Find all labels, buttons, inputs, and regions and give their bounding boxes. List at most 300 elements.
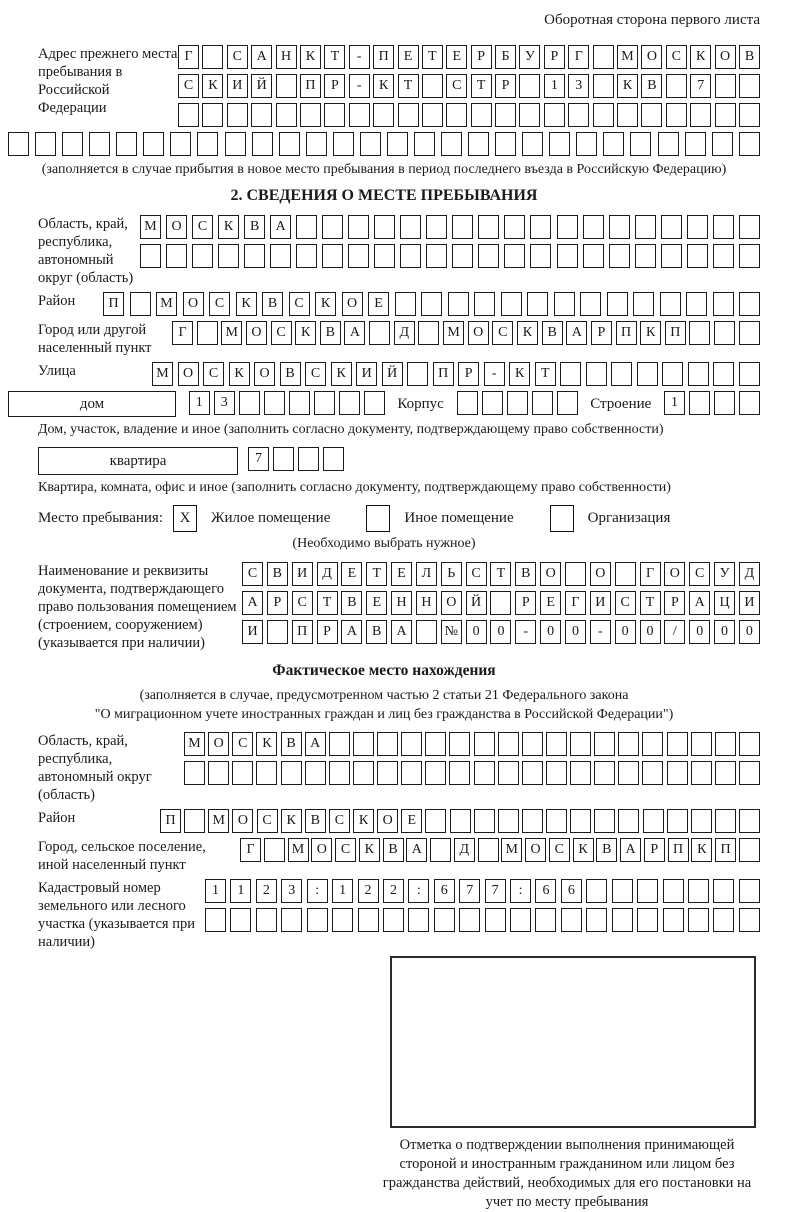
char-cell[interactable] (281, 908, 302, 932)
char-cell[interactable]: Й (382, 362, 403, 386)
char-cell[interactable] (607, 292, 628, 316)
char-cell[interactable] (642, 761, 663, 785)
char-cell[interactable]: У (714, 562, 735, 586)
char-cell[interactable] (474, 292, 495, 316)
char-cell[interactable] (421, 292, 442, 316)
char-cell[interactable]: К (509, 362, 530, 386)
char-cell[interactable]: 0 (540, 620, 561, 644)
char-cell[interactable] (685, 132, 706, 156)
char-cell[interactable]: М (184, 732, 205, 756)
char-cell[interactable] (504, 215, 525, 239)
char-cell[interactable]: О (641, 45, 662, 69)
char-cell[interactable] (116, 132, 137, 156)
char-cell[interactable]: К (617, 74, 638, 98)
char-cell[interactable]: Д (317, 562, 338, 586)
char-cell[interactable] (348, 244, 369, 268)
char-cell[interactable] (498, 809, 519, 833)
char-cell[interactable]: В (596, 838, 617, 862)
char-cell[interactable]: 0 (466, 620, 487, 644)
char-cell[interactable]: Б (495, 45, 516, 69)
char-cell[interactable] (395, 292, 416, 316)
char-cell[interactable] (279, 132, 300, 156)
char-cell[interactable] (557, 391, 578, 415)
char-cell[interactable] (468, 132, 489, 156)
char-cell[interactable]: 7 (459, 879, 480, 903)
char-cell[interactable] (8, 132, 29, 156)
char-cell[interactable] (478, 838, 499, 862)
char-cell[interactable] (739, 838, 760, 862)
char-cell[interactable] (62, 132, 83, 156)
char-cell[interactable] (434, 908, 455, 932)
char-cell[interactable]: К (640, 321, 661, 345)
char-cell[interactable] (557, 215, 578, 239)
char-cell[interactable]: И (227, 74, 248, 98)
char-cell[interactable]: К (690, 45, 711, 69)
char-cell[interactable]: С (257, 809, 278, 833)
char-cell[interactable]: С (292, 591, 313, 615)
char-cell[interactable] (425, 761, 446, 785)
char-cell[interactable]: 3 (281, 879, 302, 903)
char-cell[interactable] (715, 732, 736, 756)
char-cell[interactable]: С (178, 74, 199, 98)
char-cell[interactable] (666, 103, 687, 127)
char-cell[interactable] (583, 244, 604, 268)
char-cell[interactable]: 2 (358, 879, 379, 903)
char-cell[interactable] (557, 244, 578, 268)
char-cell[interactable] (713, 362, 734, 386)
char-cell[interactable] (256, 908, 277, 932)
char-cell[interactable]: А (341, 620, 362, 644)
char-cell[interactable] (612, 908, 633, 932)
char-cell[interactable]: Т (535, 362, 556, 386)
char-cell[interactable] (495, 103, 516, 127)
char-cell[interactable] (197, 132, 218, 156)
char-cell[interactable] (426, 244, 447, 268)
char-cell[interactable] (239, 391, 260, 415)
char-cell[interactable]: В (244, 215, 265, 239)
char-cell[interactable] (666, 74, 687, 98)
checkbox-residential[interactable]: X (173, 505, 197, 532)
char-cell[interactable] (414, 132, 435, 156)
char-cell[interactable] (586, 879, 607, 903)
char-cell[interactable] (522, 761, 543, 785)
char-cell[interactable] (474, 761, 495, 785)
char-cell[interactable] (691, 732, 712, 756)
char-cell[interactable]: - (349, 74, 370, 98)
char-cell[interactable] (441, 132, 462, 156)
char-cell[interactable]: К (517, 321, 538, 345)
char-cell[interactable] (658, 132, 679, 156)
char-cell[interactable] (691, 761, 712, 785)
char-cell[interactable]: Г (172, 321, 193, 345)
char-cell[interactable]: Т (471, 74, 492, 98)
char-cell[interactable]: О (183, 292, 204, 316)
char-cell[interactable] (387, 132, 408, 156)
char-cell[interactable]: К (691, 838, 712, 862)
char-cell[interactable]: : (408, 879, 429, 903)
char-cell[interactable]: Р (644, 838, 665, 862)
char-cell[interactable]: Г (240, 838, 261, 862)
char-cell[interactable]: Т (324, 45, 345, 69)
char-cell[interactable] (739, 732, 760, 756)
char-cell[interactable] (593, 45, 614, 69)
char-cell[interactable]: 2 (256, 879, 277, 903)
char-cell[interactable] (739, 879, 760, 903)
char-cell[interactable] (687, 244, 708, 268)
char-cell[interactable] (422, 74, 443, 98)
char-cell[interactable] (418, 321, 439, 345)
char-cell[interactable]: 1 (189, 391, 210, 415)
char-cell[interactable] (501, 292, 522, 316)
char-cell[interactable]: А (344, 321, 365, 345)
char-cell[interactable]: К (373, 74, 394, 98)
char-cell[interactable] (689, 321, 710, 345)
char-cell[interactable]: № (441, 620, 462, 644)
char-cell[interactable] (324, 103, 345, 127)
char-cell[interactable] (495, 132, 516, 156)
char-cell[interactable]: - (484, 362, 505, 386)
char-cell[interactable] (264, 838, 285, 862)
char-cell[interactable] (519, 103, 540, 127)
char-cell[interactable]: К (315, 292, 336, 316)
char-cell[interactable] (633, 292, 654, 316)
char-cell[interactable]: В (383, 838, 404, 862)
char-cell[interactable]: С (335, 838, 356, 862)
char-cell[interactable]: А (566, 321, 587, 345)
char-cell[interactable] (593, 103, 614, 127)
char-cell[interactable] (143, 132, 164, 156)
char-cell[interactable]: П (665, 321, 686, 345)
char-cell[interactable]: Т (640, 591, 661, 615)
char-cell[interactable]: К (573, 838, 594, 862)
char-cell[interactable] (715, 103, 736, 127)
char-cell[interactable]: В (739, 45, 760, 69)
char-cell[interactable]: П (433, 362, 454, 386)
char-cell[interactable]: Д (394, 321, 415, 345)
char-cell[interactable]: В (305, 809, 326, 833)
char-cell[interactable] (264, 391, 285, 415)
char-cell[interactable] (446, 103, 467, 127)
char-cell[interactable] (449, 732, 470, 756)
char-cell[interactable] (618, 732, 639, 756)
char-cell[interactable]: 7 (485, 879, 506, 903)
char-cell[interactable]: Т (317, 591, 338, 615)
char-cell[interactable]: Е (540, 591, 561, 615)
char-cell[interactable]: К (353, 809, 374, 833)
char-cell[interactable]: А (270, 215, 291, 239)
char-cell[interactable]: - (590, 620, 611, 644)
char-cell[interactable]: 1 (205, 879, 226, 903)
char-cell[interactable] (739, 215, 760, 239)
char-cell[interactable] (369, 321, 390, 345)
char-cell[interactable]: В (341, 591, 362, 615)
char-cell[interactable] (522, 809, 543, 833)
char-cell[interactable]: Е (341, 562, 362, 586)
char-cell[interactable]: П (292, 620, 313, 644)
char-cell[interactable] (314, 391, 335, 415)
char-cell[interactable]: 0 (640, 620, 661, 644)
char-cell[interactable] (178, 103, 199, 127)
char-cell[interactable] (593, 74, 614, 98)
char-cell[interactable] (637, 908, 658, 932)
char-cell[interactable]: 3 (214, 391, 235, 415)
char-cell[interactable]: К (256, 732, 277, 756)
char-cell[interactable] (457, 391, 478, 415)
char-cell[interactable]: Г (568, 45, 589, 69)
char-cell[interactable] (630, 132, 651, 156)
char-cell[interactable]: 0 (615, 620, 636, 644)
char-cell[interactable] (642, 732, 663, 756)
char-cell[interactable]: 3 (568, 74, 589, 98)
char-cell[interactable]: В (515, 562, 536, 586)
char-cell[interactable] (560, 362, 581, 386)
char-cell[interactable]: Л (416, 562, 437, 586)
char-cell[interactable] (205, 908, 226, 932)
char-cell[interactable] (532, 391, 553, 415)
char-cell[interactable] (323, 447, 344, 471)
char-cell[interactable] (713, 292, 734, 316)
char-cell[interactable]: Р (317, 620, 338, 644)
char-cell[interactable]: О (232, 809, 253, 833)
char-cell[interactable]: О (715, 45, 736, 69)
char-cell[interactable] (667, 761, 688, 785)
char-cell[interactable] (430, 838, 451, 862)
char-cell[interactable]: 0 (739, 620, 760, 644)
char-cell[interactable] (618, 809, 639, 833)
char-cell[interactable]: Т (422, 45, 443, 69)
char-cell[interactable] (422, 103, 443, 127)
char-cell[interactable]: Р (471, 45, 492, 69)
char-cell[interactable] (570, 761, 591, 785)
char-cell[interactable] (474, 732, 495, 756)
char-cell[interactable]: О (468, 321, 489, 345)
char-cell[interactable]: О (377, 809, 398, 833)
char-cell[interactable] (400, 244, 421, 268)
char-cell[interactable] (322, 215, 343, 239)
char-cell[interactable] (546, 761, 567, 785)
char-cell[interactable]: Н (416, 591, 437, 615)
char-cell[interactable] (300, 103, 321, 127)
checkbox-other-premises[interactable] (366, 505, 390, 532)
char-cell[interactable]: О (441, 591, 462, 615)
char-cell[interactable] (298, 447, 319, 471)
char-cell[interactable] (407, 362, 428, 386)
char-cell[interactable] (498, 761, 519, 785)
char-cell[interactable] (339, 391, 360, 415)
char-cell[interactable] (568, 103, 589, 127)
char-cell[interactable] (713, 215, 734, 239)
char-cell[interactable]: В (320, 321, 341, 345)
char-cell[interactable] (252, 132, 273, 156)
char-cell[interactable] (530, 215, 551, 239)
char-cell[interactable]: П (373, 45, 394, 69)
char-cell[interactable] (586, 908, 607, 932)
char-cell[interactable] (661, 215, 682, 239)
char-cell[interactable]: Ц (714, 591, 735, 615)
char-cell[interactable]: И (590, 591, 611, 615)
char-cell[interactable]: С (271, 321, 292, 345)
char-cell[interactable] (490, 591, 511, 615)
char-cell[interactable] (353, 761, 374, 785)
char-cell[interactable] (225, 132, 246, 156)
char-cell[interactable]: 1 (332, 879, 353, 903)
char-cell[interactable]: 2 (383, 879, 404, 903)
char-cell[interactable] (576, 132, 597, 156)
char-cell[interactable] (296, 215, 317, 239)
char-cell[interactable]: В (366, 620, 387, 644)
char-cell[interactable] (452, 244, 473, 268)
char-cell[interactable]: С (209, 292, 230, 316)
char-cell[interactable] (471, 103, 492, 127)
char-cell[interactable] (637, 362, 658, 386)
char-cell[interactable] (202, 45, 223, 69)
char-cell[interactable]: А (305, 732, 326, 756)
char-cell[interactable] (535, 908, 556, 932)
char-cell[interactable]: Г (178, 45, 199, 69)
char-cell[interactable] (549, 132, 570, 156)
char-cell[interactable] (688, 908, 709, 932)
char-cell[interactable]: 7 (690, 74, 711, 98)
char-cell[interactable]: Р (495, 74, 516, 98)
char-cell[interactable] (89, 132, 110, 156)
char-cell[interactable]: М (140, 215, 161, 239)
char-cell[interactable] (739, 103, 760, 127)
char-cell[interactable]: О (246, 321, 267, 345)
char-cell[interactable] (688, 362, 709, 386)
char-cell[interactable] (377, 732, 398, 756)
char-cell[interactable] (586, 362, 607, 386)
char-cell[interactable]: П (668, 838, 689, 862)
char-cell[interactable] (714, 321, 735, 345)
char-cell[interactable]: Й (251, 74, 272, 98)
char-cell[interactable]: С (466, 562, 487, 586)
char-cell[interactable] (667, 732, 688, 756)
char-cell[interactable] (544, 103, 565, 127)
house-field-box[interactable]: дом (8, 391, 176, 417)
char-cell[interactable] (739, 292, 760, 316)
char-cell[interactable]: С (446, 74, 467, 98)
char-cell[interactable]: С (492, 321, 513, 345)
char-cell[interactable] (583, 215, 604, 239)
char-cell[interactable]: - (349, 45, 370, 69)
char-cell[interactable]: Й (466, 591, 487, 615)
char-cell[interactable] (306, 132, 327, 156)
char-cell[interactable]: Д (739, 562, 760, 586)
char-cell[interactable]: Т (366, 562, 387, 586)
char-cell[interactable]: / (664, 620, 685, 644)
apartment-field-box[interactable]: квартира (38, 447, 238, 475)
char-cell[interactable]: В (641, 74, 662, 98)
char-cell[interactable] (35, 132, 56, 156)
char-cell[interactable]: О (178, 362, 199, 386)
char-cell[interactable]: Д (454, 838, 475, 862)
char-cell[interactable] (713, 879, 734, 903)
char-cell[interactable]: Е (368, 292, 389, 316)
char-cell[interactable]: И (242, 620, 263, 644)
char-cell[interactable] (603, 132, 624, 156)
char-cell[interactable]: Р (591, 321, 612, 345)
char-cell[interactable]: 6 (434, 879, 455, 903)
char-cell[interactable]: Р (664, 591, 685, 615)
char-cell[interactable]: Е (446, 45, 467, 69)
char-cell[interactable]: П (300, 74, 321, 98)
char-cell[interactable]: М (152, 362, 173, 386)
char-cell[interactable] (478, 244, 499, 268)
char-cell[interactable] (364, 391, 385, 415)
char-cell[interactable]: С (305, 362, 326, 386)
char-cell[interactable] (522, 132, 543, 156)
char-cell[interactable]: Р (267, 591, 288, 615)
checkbox-organization[interactable] (550, 505, 574, 532)
char-cell[interactable]: М (617, 45, 638, 69)
char-cell[interactable]: В (281, 732, 302, 756)
char-cell[interactable] (498, 732, 519, 756)
char-cell[interactable] (615, 562, 636, 586)
char-cell[interactable] (449, 761, 470, 785)
char-cell[interactable] (251, 103, 272, 127)
char-cell[interactable] (329, 732, 350, 756)
char-cell[interactable] (140, 244, 161, 268)
char-cell[interactable]: Р (324, 74, 345, 98)
char-cell[interactable] (485, 908, 506, 932)
char-cell[interactable]: Г (565, 591, 586, 615)
char-cell[interactable]: М (208, 809, 229, 833)
char-cell[interactable]: Ь (441, 562, 462, 586)
char-cell[interactable] (714, 391, 735, 415)
char-cell[interactable] (661, 244, 682, 268)
char-cell[interactable] (401, 761, 422, 785)
char-cell[interactable] (305, 761, 326, 785)
char-cell[interactable] (208, 761, 229, 785)
char-cell[interactable] (739, 809, 760, 833)
char-cell[interactable]: В (262, 292, 283, 316)
char-cell[interactable] (459, 908, 480, 932)
char-cell[interactable]: О (342, 292, 363, 316)
char-cell[interactable] (662, 362, 683, 386)
char-cell[interactable] (426, 215, 447, 239)
char-cell[interactable]: В (267, 562, 288, 586)
char-cell[interactable] (618, 761, 639, 785)
char-cell[interactable] (546, 809, 567, 833)
char-cell[interactable]: Е (401, 809, 422, 833)
char-cell[interactable] (398, 103, 419, 127)
char-cell[interactable] (416, 620, 437, 644)
char-cell[interactable] (713, 908, 734, 932)
char-cell[interactable] (256, 761, 277, 785)
char-cell[interactable]: Р (458, 362, 479, 386)
char-cell[interactable]: Н (276, 45, 297, 69)
char-cell[interactable] (641, 103, 662, 127)
char-cell[interactable]: О (525, 838, 546, 862)
char-cell[interactable]: 0 (490, 620, 511, 644)
char-cell[interactable] (527, 292, 548, 316)
char-cell[interactable] (425, 732, 446, 756)
char-cell[interactable] (478, 215, 499, 239)
char-cell[interactable] (565, 562, 586, 586)
char-cell[interactable] (739, 321, 760, 345)
char-cell[interactable]: О (311, 838, 332, 862)
char-cell[interactable]: А (689, 591, 710, 615)
char-cell[interactable]: О (208, 732, 229, 756)
char-cell[interactable] (448, 292, 469, 316)
char-cell[interactable]: К (295, 321, 316, 345)
char-cell[interactable]: Т (490, 562, 511, 586)
char-cell[interactable] (296, 244, 317, 268)
char-cell[interactable]: С (615, 591, 636, 615)
char-cell[interactable]: И (739, 591, 760, 615)
char-cell[interactable] (594, 761, 615, 785)
char-cell[interactable]: С (242, 562, 263, 586)
